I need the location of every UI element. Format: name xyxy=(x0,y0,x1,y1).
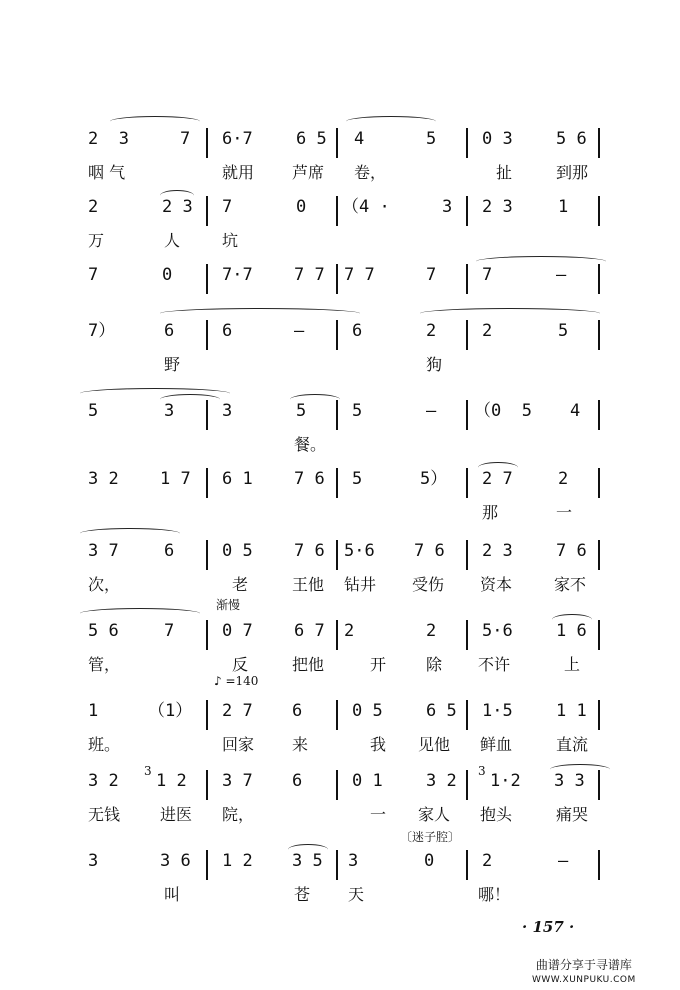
note-group: 7 xyxy=(222,197,233,217)
lyric: 院， xyxy=(222,805,255,824)
barline xyxy=(466,850,468,880)
note-group: 0 xyxy=(424,851,435,871)
lyric: 到那 xyxy=(556,163,589,182)
barline xyxy=(466,196,468,226)
slur xyxy=(346,116,436,127)
barline xyxy=(336,128,338,158)
note-group: 6 xyxy=(292,701,303,721)
lyric: 钻井 xyxy=(344,575,377,594)
note-group: 5 6 xyxy=(556,129,587,149)
lyric: 反 xyxy=(232,655,249,674)
lyric: 咽 气 xyxy=(88,163,126,182)
footer-url: WWW.XUNPUKU.COM xyxy=(532,975,636,985)
lyric: 人 xyxy=(164,231,181,250)
lyric: 资本 xyxy=(480,575,513,594)
slur xyxy=(110,116,200,127)
lyric: 管， xyxy=(88,655,121,674)
barline xyxy=(336,196,338,226)
note-group: 2 xyxy=(88,197,99,217)
barline xyxy=(466,400,468,430)
lyric: 开 xyxy=(370,655,387,674)
note-group: （0 5 xyxy=(474,401,532,421)
note-group: 3 2 xyxy=(88,469,119,489)
note-group: 0 7 xyxy=(222,621,253,641)
page-number: · 157 · xyxy=(522,918,575,936)
note-group: 7 6 xyxy=(556,541,587,561)
note-group: 6 7 xyxy=(294,621,325,641)
barline xyxy=(598,400,600,430)
note-group: 5 xyxy=(296,401,307,421)
lyric: 扯 xyxy=(496,163,513,182)
lyric: 坑 xyxy=(222,231,239,250)
barline xyxy=(598,264,600,294)
note-group: 6 xyxy=(222,321,233,341)
note-group: 3 7 xyxy=(88,541,119,561)
note-group: 5 xyxy=(426,129,437,149)
barline xyxy=(336,468,338,498)
note-group: 7 xyxy=(164,621,175,641)
note-group: 6 5 xyxy=(426,701,457,721)
note-group: 7·7 xyxy=(222,265,253,285)
footer-line1: 曲谱分享于寻谱库 xyxy=(535,958,632,972)
note-group: 2 3 xyxy=(482,541,513,561)
note-group: 2 xyxy=(482,851,493,871)
note-group: 6 xyxy=(352,321,363,341)
note-group: 0 3 xyxy=(482,129,513,149)
note-group: 3 2 xyxy=(88,771,119,791)
note-group: 2 xyxy=(344,621,355,641)
note-group: （1） xyxy=(148,701,193,721)
note-group: — xyxy=(426,401,437,421)
lyric: 次， xyxy=(88,575,121,594)
lyric: 野 xyxy=(164,355,181,374)
lyric: 一 xyxy=(370,805,387,824)
note-group: 6 1 xyxy=(222,469,253,489)
lyric: 老 xyxy=(232,575,249,594)
note-group: 7 7 xyxy=(294,265,325,285)
lyric: 我 xyxy=(370,735,387,754)
slur xyxy=(80,608,200,619)
tempo-mark: ♪ =140 xyxy=(214,674,259,688)
note-group: 7 xyxy=(426,265,437,285)
note-group: 6 xyxy=(292,771,303,791)
note-group: 4 xyxy=(570,401,581,421)
note-group: 1 2 xyxy=(156,771,187,791)
lyric: 芦席 xyxy=(292,163,325,182)
lyric: 抱头 xyxy=(480,805,513,824)
staff-system-1 xyxy=(80,128,610,198)
grace-note: 3 xyxy=(144,764,152,778)
lyric: 一 xyxy=(556,503,573,522)
note-group: 1 xyxy=(558,197,569,217)
note-group: 7 6 xyxy=(294,541,325,561)
staff-system-7 xyxy=(80,540,610,610)
note-group: 7 7 xyxy=(344,265,375,285)
note-group: 7） xyxy=(88,321,116,341)
note-group: — xyxy=(294,321,305,341)
note-group: 3 xyxy=(164,401,175,421)
note-group: 2 xyxy=(426,321,437,341)
note-group: 0 5 xyxy=(222,541,253,561)
note-group: — xyxy=(556,265,567,285)
note-group: 3 7 xyxy=(222,771,253,791)
barline xyxy=(466,540,468,570)
barline xyxy=(206,128,208,158)
note-group: 2 3 xyxy=(88,129,129,149)
note-group: 2 xyxy=(482,321,493,341)
barline xyxy=(466,700,468,730)
note-group: 3 xyxy=(88,851,99,871)
staff-system-5 xyxy=(80,400,610,470)
barline xyxy=(336,620,338,650)
barline xyxy=(336,770,338,800)
note-group: 0 1 xyxy=(352,771,383,791)
footer-watermark xyxy=(532,958,636,988)
lyric: 就用 xyxy=(222,163,255,182)
lyric: 那 xyxy=(482,503,499,522)
section-label: 〔迷子腔〕 xyxy=(400,830,461,844)
barline xyxy=(466,620,468,650)
staff-system-9 xyxy=(80,700,610,770)
note-group: 2 3 xyxy=(162,197,193,217)
barline xyxy=(466,468,468,498)
staff-system-8 xyxy=(80,620,610,690)
note-group: 6 xyxy=(164,541,175,561)
barline xyxy=(206,620,208,650)
barline xyxy=(206,850,208,880)
lyric: 卷， xyxy=(354,163,387,182)
note-group: 6 xyxy=(164,321,175,341)
note-group: 0 xyxy=(296,197,307,217)
lyric: 哪！ xyxy=(478,885,511,904)
barline xyxy=(206,320,208,350)
note-group: （4 · xyxy=(342,197,390,217)
note-group: 5·6 xyxy=(344,541,375,561)
barline xyxy=(598,196,600,226)
lyric: 苍 xyxy=(294,885,311,904)
barline xyxy=(206,400,208,430)
note-group: 1·2 xyxy=(490,771,521,791)
lyric: 回家 xyxy=(222,735,255,754)
note-group: 1 6 xyxy=(556,621,587,641)
barline xyxy=(466,770,468,800)
note-group: 5 6 xyxy=(88,621,119,641)
barline xyxy=(206,468,208,498)
grace-note: 3 xyxy=(478,764,486,778)
note-group: 2 xyxy=(426,621,437,641)
lyric: 无钱 xyxy=(88,805,121,824)
barline xyxy=(336,850,338,880)
barline xyxy=(336,540,338,570)
note-group: 3 3 xyxy=(554,771,585,791)
barline xyxy=(598,700,600,730)
note-group: 2 7 xyxy=(482,469,513,489)
staff-system-6 xyxy=(80,468,610,538)
note-group: 5） xyxy=(420,469,448,489)
barline xyxy=(466,320,468,350)
lyric: 餐。 xyxy=(294,435,327,454)
note-group: 5·6 xyxy=(482,621,513,641)
note-group: 5 xyxy=(352,469,363,489)
lyric: 天 xyxy=(348,885,365,904)
staff-system-4 xyxy=(80,320,610,390)
barline xyxy=(598,320,600,350)
note-group: 5 xyxy=(88,401,99,421)
note-group: 0 xyxy=(162,265,173,285)
barline xyxy=(206,196,208,226)
slur xyxy=(476,256,606,267)
note-group: 6·7 xyxy=(222,129,253,149)
staff-system-11 xyxy=(80,850,610,920)
barline xyxy=(336,700,338,730)
barline xyxy=(206,264,208,294)
note-group: 1 7 xyxy=(160,469,191,489)
lyric: 叫 xyxy=(164,885,181,904)
note-group: 5 xyxy=(558,321,569,341)
note-group: 7 xyxy=(180,129,191,149)
lyric: 痛哭 xyxy=(556,805,589,824)
barline xyxy=(336,264,338,294)
note-group: 6 5 xyxy=(296,129,327,149)
slur xyxy=(160,308,360,319)
barline xyxy=(598,850,600,880)
lyric: 见他 xyxy=(418,735,451,754)
lyric: 狗 xyxy=(426,355,443,374)
note-group: 0 5 xyxy=(352,701,383,721)
note-group: 3 xyxy=(348,851,359,871)
barline xyxy=(598,468,600,498)
lyric: 直流 xyxy=(556,735,589,754)
note-group: 3 xyxy=(442,197,453,217)
lyric: 除 xyxy=(426,655,443,674)
note-group: 3 2 xyxy=(426,771,457,791)
slur xyxy=(420,308,600,319)
note-group: 7 xyxy=(88,265,99,285)
barline xyxy=(466,264,468,294)
lyric: 家不 xyxy=(554,575,587,594)
note-group: 5 xyxy=(352,401,363,421)
note-group: 7 xyxy=(482,265,493,285)
note-group: 2 xyxy=(558,469,569,489)
lyric: 鲜血 xyxy=(480,735,513,754)
barline xyxy=(466,128,468,158)
lyric: 班。 xyxy=(88,735,121,754)
barline xyxy=(598,540,600,570)
note-group: 3 6 xyxy=(160,851,191,871)
slur xyxy=(80,528,180,539)
lyric: 上 xyxy=(564,655,581,674)
lyric: 来 xyxy=(292,735,309,754)
barline xyxy=(206,540,208,570)
barline xyxy=(336,320,338,350)
note-group: 7 6 xyxy=(294,469,325,489)
barline xyxy=(206,770,208,800)
note-group: 3 xyxy=(222,401,233,421)
note-group: 7 6 xyxy=(414,541,445,561)
lyric: 万 xyxy=(88,231,105,250)
barline xyxy=(336,400,338,430)
barline xyxy=(598,620,600,650)
note-group: 2 7 xyxy=(222,701,253,721)
barline xyxy=(598,128,600,158)
staff-system-10 xyxy=(80,764,610,840)
lyric: 家人 xyxy=(418,805,451,824)
note-group: 1 xyxy=(88,701,99,721)
note-group: 2 3 xyxy=(482,197,513,217)
note-group: 1·5 xyxy=(482,701,513,721)
barline xyxy=(206,700,208,730)
tempo-slow-mark: 渐慢 xyxy=(216,598,241,612)
lyric: 受伤 xyxy=(412,575,445,594)
lyric: 王他 xyxy=(292,575,325,594)
lyric: 把他 xyxy=(292,655,325,674)
lyric: 不许 xyxy=(478,655,511,674)
note-group: 3 5 xyxy=(292,851,323,871)
barline xyxy=(598,770,600,800)
lyric: 进医 xyxy=(160,805,193,824)
note-group: 4 xyxy=(354,129,365,149)
note-group: 1 2 xyxy=(222,851,253,871)
note-group: — xyxy=(558,851,569,871)
note-group: 1 1 xyxy=(556,701,587,721)
